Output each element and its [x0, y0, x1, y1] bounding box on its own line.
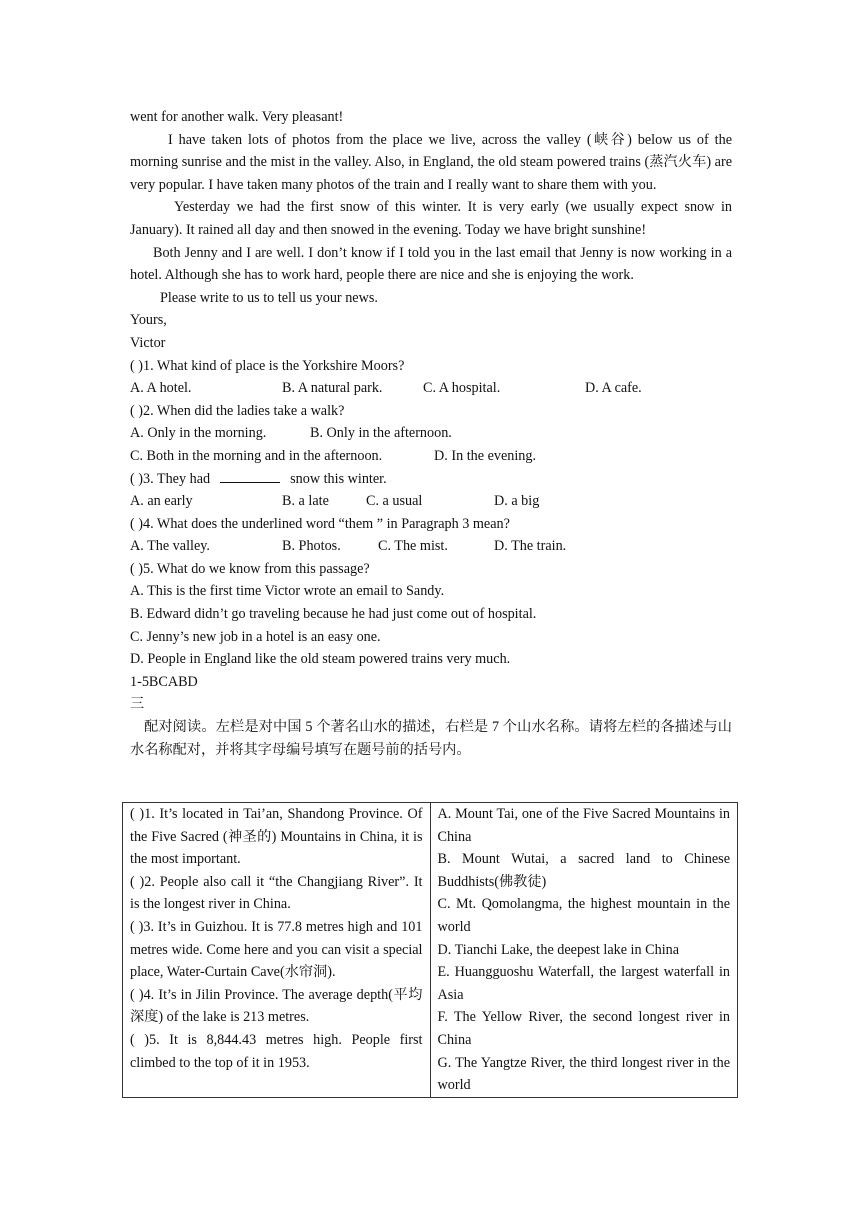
option: B. Only in the afternoon. — [310, 425, 452, 442]
option: A. Only in the morning. — [130, 425, 267, 442]
question-3 — [130, 468, 732, 491]
option: A. This is the first time Victor wrote an email to Sandy. — [130, 583, 445, 600]
name-item: D. Tianchi Lake, the deepest lake in China — [437, 941, 680, 958]
description-item: ( )5. It is 8,844.43 metres high. People first climbed to the top of it in 1953. — [130, 1031, 423, 1071]
name-item: B. Mount Wutai, a sacred land to Chinese Buddhists(佛教徒) — [437, 851, 730, 890]
option: D. a big — [494, 493, 540, 510]
option: D. A cafe. — [585, 380, 642, 397]
question-3-options — [130, 490, 732, 513]
section-3-instructions: 配对阅读。左栏是对中国 5 个著名山水的描述，右栏是 7 个山水名称。请将左栏的各描述与山水名称配对，并将其字母编号填写在题号前的括号内。 — [130, 719, 732, 758]
answer-key: 1-5BCABD — [130, 673, 198, 690]
letter-closing: Yours, — [130, 312, 167, 329]
letter-signature: Victor — [130, 334, 166, 351]
letter-paragraph-0: went for another walk. Very pleasant! — [130, 109, 344, 125]
option: A. The valley. — [130, 538, 210, 555]
question-2-options-row-2 — [130, 445, 732, 468]
name-item: E. Huangguoshu Waterfall, the largest waterfall in Asia — [437, 964, 730, 1003]
question-5: ( )5. What do we know from this passage? — [130, 560, 370, 577]
description-item: ( )2. People also call it “the Changjiang River”. It is the longest river in China. — [130, 873, 423, 913]
option: B. Edward didn’t go traveling because he had just come out of hospital. — [130, 606, 537, 623]
question-4: ( )4. What does the underlined word “them ” in Paragraph 3 mean? — [130, 515, 510, 532]
letter-paragraph-3: Both Jenny and I are well. I don’t know if I told you in the last email that Jenny is now working in a hotel. Although she has to work hard, people there are nice and she is enjoying the work. — [130, 244, 732, 284]
description-item: ( )1. It’s located in Tai’an, Shandong Province. Of the Five Sacred (神圣的) Mountains in China, it is the most important. — [130, 806, 423, 868]
option: D. People in England like the old steam powered trains very much. — [130, 651, 511, 668]
option: A. an early — [130, 493, 193, 510]
option: C. A hospital. — [423, 380, 501, 397]
option: B. a late — [282, 493, 329, 510]
matching-names — [430, 803, 738, 1098]
option: B. A natural park. — [282, 380, 383, 397]
description-item: ( )4. It’s in Jilin Province. The average depth(平均深度) of the lake is 213 metres. — [130, 986, 423, 1026]
option: C. Jenny’s new job in a hotel is an easy one. — [130, 628, 381, 645]
option: D. In the evening. — [434, 447, 537, 464]
letter-paragraph-1: I have taken lots of photos from the place we live, across the valley (峡谷) below us of the morning sunrise and the mist in the valley. Also, in England, the old steam powered trains (蒸汽火车) are very popular. I have taken many photos of the train and I really want to share them with you. — [130, 131, 732, 193]
question-2: ( )2. When did the ladies take a walk? — [130, 402, 345, 419]
answer-blank — [220, 468, 280, 483]
section-3-heading: 三 — [130, 696, 145, 713]
name-item: F. The Yellow River, the second longest river in China — [437, 1009, 730, 1048]
question-3-stem-end: snow this winter. — [290, 470, 387, 487]
question-2-options-row-1 — [130, 422, 732, 445]
name-item: C. Mt. Qomolangma, the highest mountain in the world — [437, 896, 730, 935]
question-3-stem: ( )3. They had — [130, 470, 211, 487]
option: A. A hotel. — [130, 380, 192, 397]
question-4-options — [130, 535, 732, 558]
option: B. Photos. — [282, 538, 341, 555]
option: C. Both in the morning and in the afternoon. — [130, 447, 383, 464]
letter-paragraph-2: Yesterday we had the first snow of this winter. It is very early (we usually expect snow in January). It rained all day and then snowed in the evening. Today we have bright sunshine! — [130, 199, 732, 238]
option: C. The mist. — [378, 538, 448, 555]
question-1: ( )1. What kind of place is the Yorkshire Moors? — [130, 357, 405, 374]
letter-and-questions — [130, 106, 732, 761]
matching-descriptions — [123, 803, 431, 1098]
description-item: ( )3. It’s in Guizhou. It is 77.8 metres high and 101 metres wide. Come here and you can visit a special place, Water-Curtain Cave(水帘洞). — [130, 918, 423, 981]
option: C. a usual — [366, 493, 423, 510]
name-item: A. Mount Tai, one of the Five Sacred Mountains in China — [437, 806, 730, 845]
question-1-options — [130, 377, 732, 400]
option: D. The train. — [494, 538, 567, 555]
name-item: G. The Yangtze River, the third longest river in the world — [437, 1054, 730, 1094]
letter-paragraph-4: Please write to us to tell us your news. — [160, 289, 378, 306]
matching-table — [122, 802, 738, 1098]
